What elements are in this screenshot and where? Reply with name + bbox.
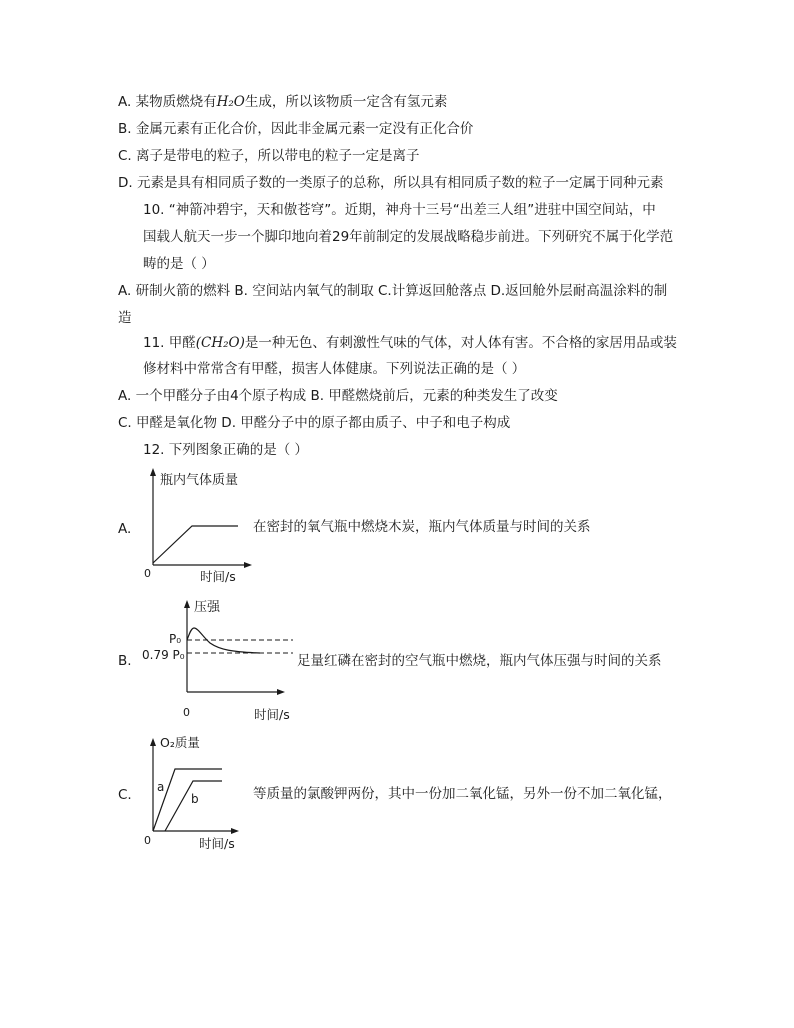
q10-options-line2: 造 [118,310,132,326]
graph-b-x-arrow [277,689,285,695]
option-c-line: C. 离子是带电的粒子，所以带电的粒子一定是离子 [118,148,420,164]
graph-a-origin: 0 [144,567,151,580]
option-d-line: D. 元素是具有相同质子数的一类原子的总称，所以具有相同质子数的粒子一定属于同种元素 [118,175,664,191]
graph-c-svg [140,733,250,855]
graph-c-x-arrow [231,828,239,834]
formula-ch2o: (CH₂O) [195,335,245,351]
graph-c-y-label: O₂质量 [160,735,200,750]
q12-stem: 12. 下列图象正确的是（ ） [143,442,309,458]
graph-b-x-label: 时间/s [254,707,290,722]
option-a-text: A. 某物质燃烧有 [118,94,217,110]
graph-a-svg [140,463,260,588]
graph-c-x-label: 时间/s [199,836,235,851]
graph-b-svg [138,595,298,725]
graph-c-curve-b [165,781,222,831]
option-b-line: B. 金属元素有正化合价，因此非金属元素一定没有正化合价 [118,121,474,137]
graph-a-curve [153,526,238,563]
q11-stem-start: 11. 甲醛 [143,335,196,351]
graph-b-tick-p0: P₀ [169,632,182,646]
graph-b-tick-079: 0.79 P₀ [142,648,185,662]
graph-b-label: B. [118,653,132,669]
q11-options-line1: A. 一个甲醛分子由4个原子构成 B. 甲醛燃烧前后，元素的种类发生了改变 [118,388,558,404]
graph-b-y-arrow [184,600,190,608]
q11-stem-line1 [143,334,677,352]
graph-a-x-label: 时间/s [200,569,236,584]
graph-a-y-arrow [150,468,156,476]
graph-c-y-arrow [150,738,156,746]
graph-b-caption: 足量红磷在密封的空气瓶中燃烧，瓶内气体压强与时间的关系 [297,653,662,669]
graph-a-label: A. [118,521,132,537]
q10-stem-line1: 10. “神箭冲碧宇，天和傲苍穹”。近期，神舟十三号“出差三人组”进驻中国空间站，中 [143,202,656,218]
graph-a-y-label: 瓶内气体质量 [160,473,239,488]
q11-stem-end: 是一种无色、有刺激性气味的气体，对人体有害。不合格的家居用品或装 [244,335,677,351]
q11-options-line2: C. 甲醛是氧化物 D. 甲醛分子中的原子都由质子、中子和电子构成 [118,415,511,431]
graph-c-curve-a [153,769,222,831]
graph-c-label-b: b [191,792,199,806]
graph-b-origin: 0 [183,706,190,719]
q10-stem-line3: 畴的是（ ） [143,256,215,272]
q10-options-line1: A. 研制火箭的燃料 B. 空间站内氧气的制取 C.计算返回舱落点 D.返回舱外层耐高温涂料的制 [118,283,668,299]
graph-a-caption: 在密封的氧气瓶中燃烧木炭，瓶内气体质量与时间的关系 [253,519,591,535]
graph-a-x-arrow [244,562,252,568]
option-a-line [118,93,447,111]
graph-c-label: C. [118,787,132,803]
graph-c-caption: 等质量的氯酸钾两份，其中一份加二氧化锰，另外一份不加二氧化锰， [253,786,672,802]
graph-b-y-label: 压强 [194,600,221,615]
q11-stem-line2: 修材料中常常含有甲醛，损害人体健康。下列说法正确的是（ ） [143,361,526,377]
graph-c-label-a: a [157,780,165,794]
graph-c-origin: 0 [144,834,151,847]
option-a-text-end: 生成，所以该物质一定含有氢元素 [244,94,448,110]
q10-stem-line2: 国载人航天一步一个脚印地向着29年前制定的发展战略稳步前进。下列研究不属于化学范 [143,229,674,245]
formula-h2o: H₂O [216,94,245,110]
